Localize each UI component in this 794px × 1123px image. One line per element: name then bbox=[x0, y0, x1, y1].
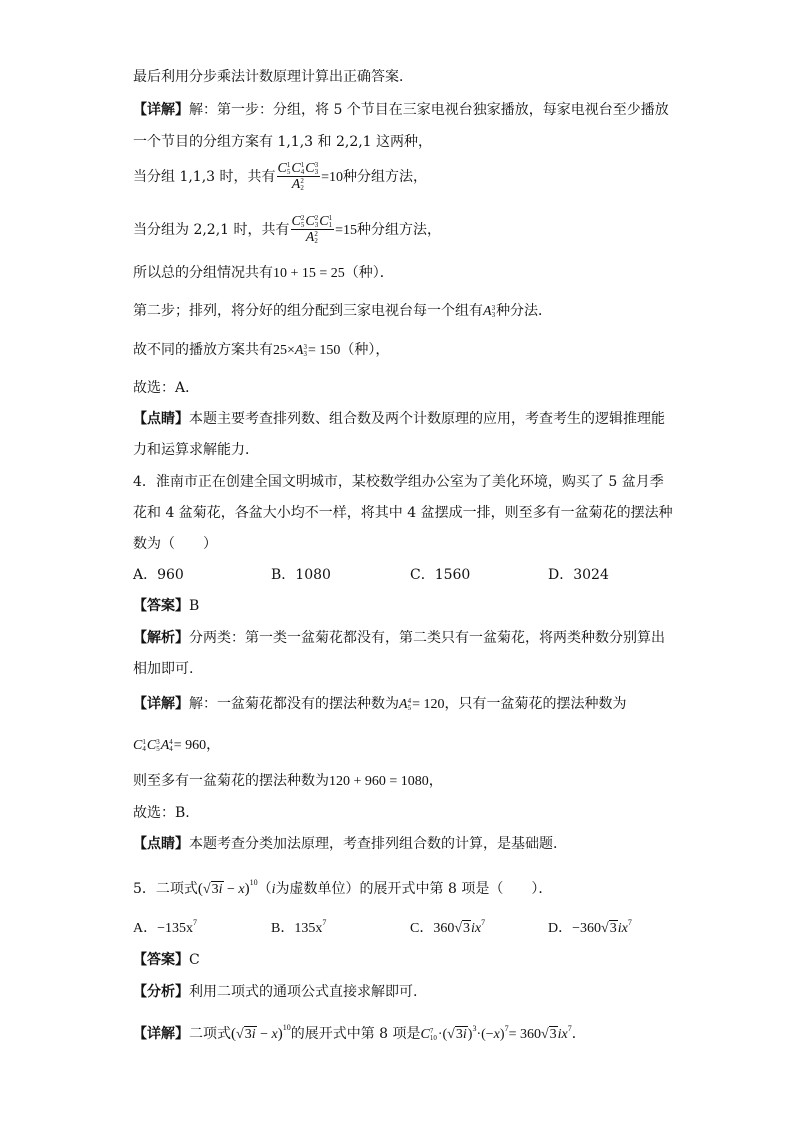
comment-text: 本题考查分类加法原理，考查排列组合数的计算，是基础题. bbox=[189, 836, 558, 852]
text-line: 最后利用分步乘法计数原理计算出正确答案． bbox=[133, 69, 413, 85]
option-b: B．1080 bbox=[271, 567, 331, 583]
detail-tag: 【详解】 bbox=[133, 102, 189, 118]
binomial-expression: $(√3i - x)^{10}$ bbox=[231, 1023, 291, 1042]
detail-tag: 【详解】 bbox=[133, 696, 189, 712]
q4-answer bbox=[133, 596, 199, 616]
stem-mid: （ bbox=[257, 881, 272, 897]
answer-value: B bbox=[189, 598, 200, 614]
q4-detail bbox=[133, 694, 626, 715]
final-post: （种）， bbox=[340, 342, 390, 358]
group1-pre: 当分组 1,1,3 时，共有 bbox=[133, 169, 276, 186]
comment-tag: 【点睛】 bbox=[133, 411, 189, 427]
option-a: A．960 bbox=[133, 567, 184, 583]
q4-comment bbox=[133, 834, 557, 854]
option-d: D．$-360√3ix^7$ bbox=[548, 918, 632, 936]
step2-post: 种分法． bbox=[496, 303, 553, 319]
q5-stem bbox=[133, 873, 552, 900]
text-line: 故选：B. bbox=[133, 805, 190, 821]
stem-mid2: 为虚数单位）的展开式中第 8 项是（ ）． bbox=[275, 881, 553, 897]
option-c: C．$360√3ix^7$ bbox=[410, 918, 486, 936]
group1-result: =10 bbox=[321, 170, 343, 186]
q3-step2 bbox=[133, 301, 552, 322]
step2-pre: 第二步；排列，将分好的组分配到三家电视台每一个组有 bbox=[133, 303, 483, 319]
detail-result-b: $√3ix^7$ bbox=[540, 1024, 572, 1042]
detail-mid: 的展开式中第 8 项是 bbox=[290, 1026, 421, 1042]
c-c-a-formula: C 1 4 C 3 5 A 4 4 bbox=[133, 737, 173, 753]
option-c: C．1560 bbox=[410, 567, 471, 583]
q4-stem: 4．淮南市正在创建全国文明城市，某校数学组办公室为了美化环境，购买了 5 盆月季 bbox=[133, 474, 664, 490]
option-a: A．$-135x^7$ bbox=[133, 918, 198, 936]
a33-symbol: A 3 3 bbox=[483, 303, 496, 319]
a33-symbol: A 3 3 bbox=[294, 342, 307, 358]
q3-total bbox=[133, 263, 394, 284]
final-formula-b: = 150 bbox=[307, 343, 341, 358]
q3-detail bbox=[133, 100, 669, 120]
detail-text: 解：第一步：分组，将 5 个节目在三家电视台独家播放，每家电视台至少播放 bbox=[189, 102, 669, 118]
analysis-tag: 【解析】 bbox=[133, 630, 189, 646]
final-formula-a: 25× bbox=[273, 343, 295, 358]
detail-end: ． bbox=[571, 1026, 586, 1042]
answer-value: C bbox=[189, 952, 200, 968]
comment-tag: 【点睛】 bbox=[133, 836, 189, 852]
q3-group1 bbox=[133, 162, 427, 192]
q4-stem: 花和 4 盆菊花，各盆大小均不一样，将其中 4 盆摆成一排，则至多有一盆菊花的摆法种 bbox=[133, 505, 673, 521]
q4-at-most bbox=[133, 771, 443, 792]
binomial-expression: $(√3i - x)^{10}$ bbox=[197, 878, 258, 897]
text-line: 一个节目的分组方案有 1,1,3 和 2,2,1 这两种， bbox=[133, 134, 433, 150]
analysis-text: 利用二项式的通项公式直接求解即可. bbox=[189, 984, 418, 1000]
q4-detail2 bbox=[133, 735, 220, 756]
q3-final bbox=[133, 340, 389, 361]
q4-stem: 数为（ ） bbox=[133, 536, 217, 552]
group2-fraction: C 2 5 C 2 3 C 1 1 A 2 2 bbox=[291, 214, 333, 246]
text-line: 故选：A． bbox=[133, 380, 200, 396]
group2-post: 种分组方法， bbox=[356, 222, 441, 239]
general-term-formula: C 7 10 $\cdot(√3i)^3\cdot(-x)^7$ bbox=[420, 1024, 509, 1042]
detail-pre: 二项式 bbox=[189, 1026, 231, 1042]
at-most-post: ， bbox=[428, 773, 443, 789]
analysis-tag: 【分析】 bbox=[133, 984, 189, 1000]
detail-tag: 【详解】 bbox=[133, 1026, 189, 1042]
detail-a-value: = 120 bbox=[412, 697, 445, 712]
detail2-result: = 960 bbox=[173, 738, 207, 753]
stem-pre: 5．二项式 bbox=[133, 881, 198, 897]
total-post: （种）． bbox=[344, 265, 394, 281]
at-most-pre: 则至多有一盆菊花的摆法种数为 bbox=[133, 773, 329, 789]
text-line: 相加即可. bbox=[133, 661, 194, 677]
option-b: B．$135x^7$ bbox=[271, 918, 327, 936]
detail-mid: ，只有一盆菊花的摆法种数为 bbox=[444, 696, 627, 712]
q5-answer bbox=[133, 950, 200, 970]
q5-analysis bbox=[133, 982, 417, 1002]
q5-detail bbox=[133, 1018, 586, 1045]
q3-group2 bbox=[133, 215, 441, 245]
group2-pre: 当分组为 2,2,1 时，共有 bbox=[133, 222, 290, 239]
answer-tag: 【答案】 bbox=[133, 952, 189, 968]
at-most-formula: 120 + 960 = 1080 bbox=[329, 774, 429, 789]
option-d: D．3024 bbox=[548, 567, 609, 583]
group1-fraction: C 1 5 C 1 4 C 3 3 A 2 2 bbox=[277, 161, 319, 193]
total-pre: 所以总的分组情况共有 bbox=[133, 265, 273, 281]
detail-pre: 解：一盆菊花都没有的摆法种数为 bbox=[189, 696, 399, 712]
detail2-post: ， bbox=[206, 737, 221, 753]
group1-post: 种分组方法， bbox=[342, 169, 427, 186]
answer-tag: 【答案】 bbox=[133, 598, 189, 614]
text-line: 力和运算求解能力． bbox=[133, 442, 259, 458]
stem-i: i bbox=[271, 882, 276, 897]
q4-analysis bbox=[133, 628, 665, 648]
q3-comment bbox=[133, 409, 665, 429]
comment-text: 本题主要考查排列数、组合数及两个计数原理的应用，考查考生的逻辑推理能 bbox=[189, 411, 665, 427]
analysis-text: 分两类：第一类一盆菊花都没有，第二类只有一盆菊花，将两类种数分别算出 bbox=[189, 630, 665, 646]
total-formula: 10 + 15 = 25 bbox=[273, 266, 345, 281]
detail-result-a: = 360 bbox=[508, 1027, 541, 1042]
final-pre: 故不同的播放方案共有 bbox=[133, 342, 273, 358]
group2-result: =15 bbox=[335, 223, 357, 239]
a54-symbol: A 4 5 bbox=[399, 696, 412, 712]
